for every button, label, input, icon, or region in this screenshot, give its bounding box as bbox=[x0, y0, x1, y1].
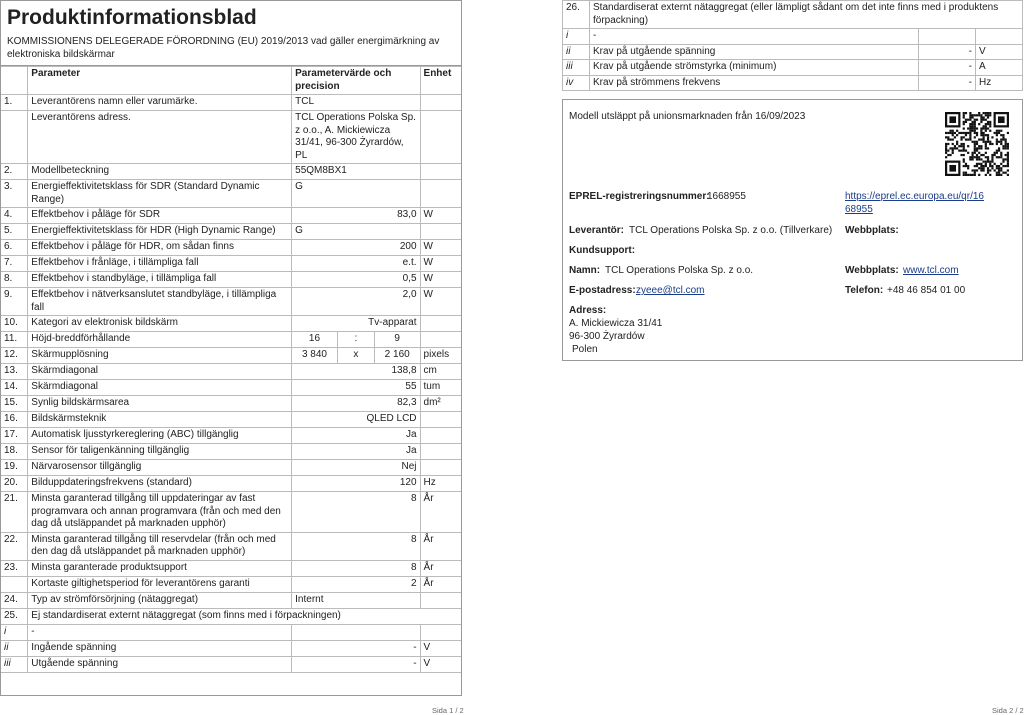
table-row bbox=[1, 428, 461, 444]
table-row bbox=[1, 364, 461, 380]
row-number: 1. bbox=[1, 95, 28, 111]
row-number: 2. bbox=[1, 164, 28, 180]
row-unit bbox=[420, 95, 461, 111]
sub-value: - bbox=[919, 44, 976, 60]
row-unit: År bbox=[420, 492, 461, 533]
table-row bbox=[1, 240, 461, 256]
row-unit: Hz bbox=[420, 476, 461, 492]
phone-label: Telefon: bbox=[845, 285, 884, 296]
table-row bbox=[1, 576, 461, 592]
row-parameter: Leverantörens namn eller varumärke. bbox=[28, 95, 292, 111]
row-number: 4. bbox=[1, 208, 28, 224]
row-number: 23. bbox=[1, 560, 28, 576]
row-unit bbox=[420, 224, 461, 240]
page-2-footer: Sida 2 / 2 bbox=[992, 706, 1024, 715]
eprel-link[interactable] bbox=[845, 190, 984, 216]
row-parameter: Minsta garanterade produktsupport bbox=[28, 560, 292, 576]
row-parameter: Leverantörens adress. bbox=[28, 111, 292, 164]
power-supply-table bbox=[562, 0, 1023, 91]
website2-label: Webbplats: bbox=[845, 265, 899, 276]
table-row bbox=[1, 288, 461, 316]
header-unit: Enhet bbox=[420, 67, 461, 95]
address-line-2: 96-300 Żyrardów bbox=[569, 331, 645, 342]
sub-row bbox=[563, 44, 1023, 60]
split-value-b: 9 bbox=[374, 332, 420, 347]
row-parameter: Effektbehov i påläge för SDR bbox=[28, 208, 292, 224]
table-row bbox=[1, 532, 461, 560]
row-parameter: Närvarosensor tillgänglig bbox=[28, 460, 292, 476]
row-unit: dm² bbox=[420, 396, 461, 412]
sub-label: Krav på utgående strömstyrka (minimum) bbox=[590, 60, 919, 76]
row-unit bbox=[420, 180, 461, 208]
release-date: Modell utsläppt på unionsmarknaden från 16/09/2023 bbox=[569, 111, 806, 122]
row-number: 8. bbox=[1, 272, 28, 288]
table-row bbox=[1, 95, 461, 111]
eprel-number: 1668955 bbox=[707, 191, 746, 202]
row-unit: W bbox=[420, 288, 461, 316]
sub-unit: V bbox=[420, 640, 461, 656]
sub-row bbox=[1, 624, 461, 640]
sub-value: - bbox=[919, 60, 976, 76]
sub-roman: iii bbox=[563, 60, 590, 76]
row-number: 20. bbox=[1, 476, 28, 492]
row-value: 0,5 bbox=[292, 272, 420, 288]
table-row bbox=[1, 592, 461, 608]
sub-label: Krav på strömmens frekvens bbox=[590, 75, 919, 91]
sub-row bbox=[563, 75, 1023, 91]
table-row bbox=[1, 348, 461, 364]
sub-row bbox=[563, 60, 1023, 76]
row-number: 13. bbox=[1, 364, 28, 380]
sub-label: Utgående spänning bbox=[28, 656, 292, 672]
sub-unit: A bbox=[976, 60, 1023, 76]
sub-value: - bbox=[292, 656, 420, 672]
row-parameter: Synlig bildskärmsarea bbox=[28, 396, 292, 412]
supplier-value: TCL Operations Polska Sp. z o.o. (Tillverkare) bbox=[629, 225, 833, 236]
parameter-table bbox=[1, 66, 461, 673]
row-value bbox=[292, 348, 420, 364]
sub-unit: V bbox=[420, 656, 461, 672]
row-number: 22. bbox=[1, 532, 28, 560]
row-unit bbox=[420, 412, 461, 428]
sub-roman: ii bbox=[563, 44, 590, 60]
phone-value: +48 46 854 01 00 bbox=[887, 285, 966, 296]
website-label: Webbplats: bbox=[845, 225, 899, 236]
row-value: Nej bbox=[292, 460, 420, 476]
row-value: Ja bbox=[292, 444, 420, 460]
row-number: 6. bbox=[1, 240, 28, 256]
sub-label: - bbox=[590, 29, 919, 45]
email-label: E-postadress: bbox=[569, 285, 636, 296]
split-value-a: 3 840 bbox=[301, 349, 327, 360]
split-separator: : bbox=[337, 332, 374, 347]
split-separator: x bbox=[337, 348, 374, 363]
row-parameter: Effektbehov i påläge för HDR, om sådan finns bbox=[28, 240, 292, 256]
row-number: 16. bbox=[1, 412, 28, 428]
row-value: e.t. bbox=[292, 256, 420, 272]
email-link[interactable]: zyeee@tcl.com bbox=[636, 285, 705, 296]
row-number: 10. bbox=[1, 316, 28, 332]
table-row bbox=[1, 412, 461, 428]
page-2 bbox=[562, 0, 1023, 361]
row-parameter: Kortaste giltighetsperiod för leverantörens garanti bbox=[28, 576, 292, 592]
row-value: Internt bbox=[292, 592, 420, 608]
row-parameter: Sensor för taligenkänning tillgänglig bbox=[28, 444, 292, 460]
row-unit: cm bbox=[420, 364, 461, 380]
header-value: Parametervärde och precision bbox=[292, 67, 420, 95]
row-value: 82,3 bbox=[292, 396, 420, 412]
row-value: TCL Operations Polska Sp. z o.o., A. Mickiewicza 31/41, 96-300 Żyrardów, PL bbox=[292, 111, 420, 164]
sub-label: Ingående spänning bbox=[28, 640, 292, 656]
row-value: 55 bbox=[292, 380, 420, 396]
row-number: 3. bbox=[1, 180, 28, 208]
row-unit: pixels bbox=[420, 348, 461, 364]
table-row bbox=[1, 164, 461, 180]
row-value: 55QM8BX1 bbox=[292, 164, 420, 180]
eprel-link-line-2: 68955 bbox=[845, 204, 873, 215]
row-number: 11. bbox=[1, 332, 28, 348]
row-value: 2,0 bbox=[292, 288, 420, 316]
row-number: 21. bbox=[1, 492, 28, 533]
row-number bbox=[1, 576, 28, 592]
table-row bbox=[1, 111, 461, 164]
table-row bbox=[1, 608, 461, 624]
row-number: 9. bbox=[1, 288, 28, 316]
row-unit: W bbox=[420, 208, 461, 224]
row-unit: tum bbox=[420, 380, 461, 396]
table-header bbox=[1, 67, 461, 95]
row-parameter: Modellbeteckning bbox=[28, 164, 292, 180]
table-row bbox=[1, 332, 461, 348]
name-label: Namn: bbox=[569, 265, 601, 276]
header-parameter: Parameter bbox=[28, 67, 292, 95]
row-unit bbox=[420, 460, 461, 476]
table-row bbox=[1, 460, 461, 476]
sub-unit bbox=[420, 624, 461, 640]
row-value: 8 bbox=[292, 532, 420, 560]
eprel-label: EPREL-registreringsnummer: bbox=[569, 191, 710, 202]
supplier-label: Leverantör: bbox=[569, 225, 625, 236]
regulation-subtitle: KOMMISSIONENS DELEGERADE FÖRORDNING (EU) 2019/2013 vad gäller energimärkning av elektroniska bildskärmar bbox=[1, 31, 461, 66]
row-parameter: Ej standardiserat externt nätaggregat (som finns med i förpackningen) bbox=[28, 608, 461, 624]
row-number: 26. bbox=[563, 1, 590, 29]
support-label: Kundsupport: bbox=[569, 245, 636, 256]
sub-row bbox=[1, 656, 461, 672]
split-value-a: 16 bbox=[308, 333, 321, 344]
row-parameter: Typ av strömförsörjning (nätaggregat) bbox=[28, 592, 292, 608]
website-link[interactable]: www.tcl.com bbox=[903, 265, 959, 276]
address-line-3: Polen bbox=[572, 344, 598, 355]
row-parameter: Minsta garanterad tillgång till reservdelar (från och med den dag då utsläppandet på marknaden upphör) bbox=[28, 532, 292, 560]
row-parameter: Kategori av elektronisk bildskärm bbox=[28, 316, 292, 332]
table-row bbox=[1, 316, 461, 332]
sub-label: Krav på utgående spänning bbox=[590, 44, 919, 60]
sub-value: - bbox=[292, 640, 420, 656]
table-row bbox=[1, 224, 461, 240]
table-row bbox=[1, 272, 461, 288]
row-value: QLED LCD bbox=[292, 412, 420, 428]
row-value: 2 bbox=[292, 576, 420, 592]
sub-roman: iii bbox=[1, 656, 28, 672]
row-number: 14. bbox=[1, 380, 28, 396]
info-panel bbox=[562, 99, 1023, 361]
row-unit: År bbox=[420, 560, 461, 576]
table-row bbox=[1, 180, 461, 208]
row-unit: År bbox=[420, 532, 461, 560]
table-row bbox=[1, 208, 461, 224]
row-unit bbox=[420, 444, 461, 460]
sub-roman: i bbox=[563, 29, 590, 45]
row-value: 8 bbox=[292, 560, 420, 576]
row-value: G bbox=[292, 224, 420, 240]
row-number: 25. bbox=[1, 608, 28, 624]
table-row bbox=[1, 476, 461, 492]
row-value: TCL bbox=[292, 95, 420, 111]
table-row bbox=[1, 256, 461, 272]
sub-unit: Hz bbox=[976, 75, 1023, 91]
sub-value: - bbox=[919, 75, 976, 91]
sub-roman: ii bbox=[1, 640, 28, 656]
row-parameter: Effektbehov i nätverksanslutet standbyläge, i tillämpliga fall bbox=[28, 288, 292, 316]
row-parameter: Skärmupplösning bbox=[28, 348, 292, 364]
row-value bbox=[292, 332, 420, 348]
row-value: Tv-apparat bbox=[292, 316, 420, 332]
row-number: 17. bbox=[1, 428, 28, 444]
table-row bbox=[1, 396, 461, 412]
sub-row bbox=[1, 640, 461, 656]
row-number: 7. bbox=[1, 256, 28, 272]
sub-value bbox=[919, 29, 976, 45]
row-value: 83,0 bbox=[292, 208, 420, 224]
row-value: G bbox=[292, 180, 420, 208]
row-unit bbox=[420, 316, 461, 332]
row-unit bbox=[420, 592, 461, 608]
row-parameter: Effektbehov i standbyläge, i tillämpliga fall bbox=[28, 272, 292, 288]
sub-roman: iv bbox=[563, 75, 590, 91]
name-value: TCL Operations Polska Sp. z o.o. bbox=[605, 265, 754, 276]
row-unit: W bbox=[420, 256, 461, 272]
table-row bbox=[563, 1, 1023, 29]
row-parameter: Energieffektivitetsklass för SDR (Standard Dynamic Range) bbox=[28, 180, 292, 208]
row-number: 18. bbox=[1, 444, 28, 460]
row-parameter: Standardiserat externt nätaggregat (eller lämpligt sådant om det inte finns med i produktens förpackning) bbox=[590, 1, 1023, 29]
row-number bbox=[1, 111, 28, 164]
address-line-1: A. Mickiewicza 31/41 bbox=[569, 318, 663, 329]
page-1 bbox=[0, 0, 462, 696]
qr-code-icon bbox=[945, 112, 1009, 176]
row-value: 200 bbox=[292, 240, 420, 256]
table-row bbox=[1, 444, 461, 460]
row-unit: W bbox=[420, 240, 461, 256]
row-unit: W bbox=[420, 272, 461, 288]
sub-row bbox=[563, 29, 1023, 45]
sub-label: - bbox=[28, 624, 292, 640]
page-1-footer: Sida 1 / 2 bbox=[432, 706, 464, 715]
sub-unit: V bbox=[976, 44, 1023, 60]
row-parameter: Effektbehov i frånläge, i tillämpliga fall bbox=[28, 256, 292, 272]
row-parameter: Minsta garanterad tillgång till uppdateringar av fast programvara och annan programvara (från och med den dag då utsläppandet på marknaden upphör) bbox=[28, 492, 292, 533]
eprel-link-line-1: https://eprel.ec.europa.eu/qr/16 bbox=[845, 191, 984, 202]
row-unit bbox=[420, 332, 461, 348]
table-row bbox=[1, 492, 461, 533]
sub-value bbox=[292, 624, 420, 640]
page-title: Produktinformationsblad bbox=[7, 6, 257, 29]
row-number: 24. bbox=[1, 592, 28, 608]
row-parameter: Höjd-breddförhållande bbox=[28, 332, 292, 348]
address-label: Adress: bbox=[569, 305, 607, 316]
row-number: 15. bbox=[1, 396, 28, 412]
row-parameter: Skärmdiagonal bbox=[28, 364, 292, 380]
table-row bbox=[1, 560, 461, 576]
row-value: 8 bbox=[292, 492, 420, 533]
row-unit bbox=[420, 164, 461, 180]
row-value: 120 bbox=[292, 476, 420, 492]
sub-unit bbox=[976, 29, 1023, 45]
split-value-b: 2 160 bbox=[374, 348, 420, 363]
row-parameter: Energieffektivitetsklass för HDR (High Dynamic Range) bbox=[28, 224, 292, 240]
row-parameter: Automatisk ljusstyrkereglering (ABC) tillgänglig bbox=[28, 428, 292, 444]
row-unit: År bbox=[420, 576, 461, 592]
row-unit bbox=[420, 428, 461, 444]
table-row bbox=[1, 380, 461, 396]
row-parameter: Bildskärmsteknik bbox=[28, 412, 292, 428]
row-number: 5. bbox=[1, 224, 28, 240]
row-value: 138,8 bbox=[292, 364, 420, 380]
row-parameter: Skärmdiagonal bbox=[28, 380, 292, 396]
row-value: Ja bbox=[292, 428, 420, 444]
row-number: 12. bbox=[1, 348, 28, 364]
row-unit bbox=[420, 111, 461, 164]
row-parameter: Bilduppdateringsfrekvens (standard) bbox=[28, 476, 292, 492]
row-number: 19. bbox=[1, 460, 28, 476]
sub-roman: i bbox=[1, 624, 28, 640]
